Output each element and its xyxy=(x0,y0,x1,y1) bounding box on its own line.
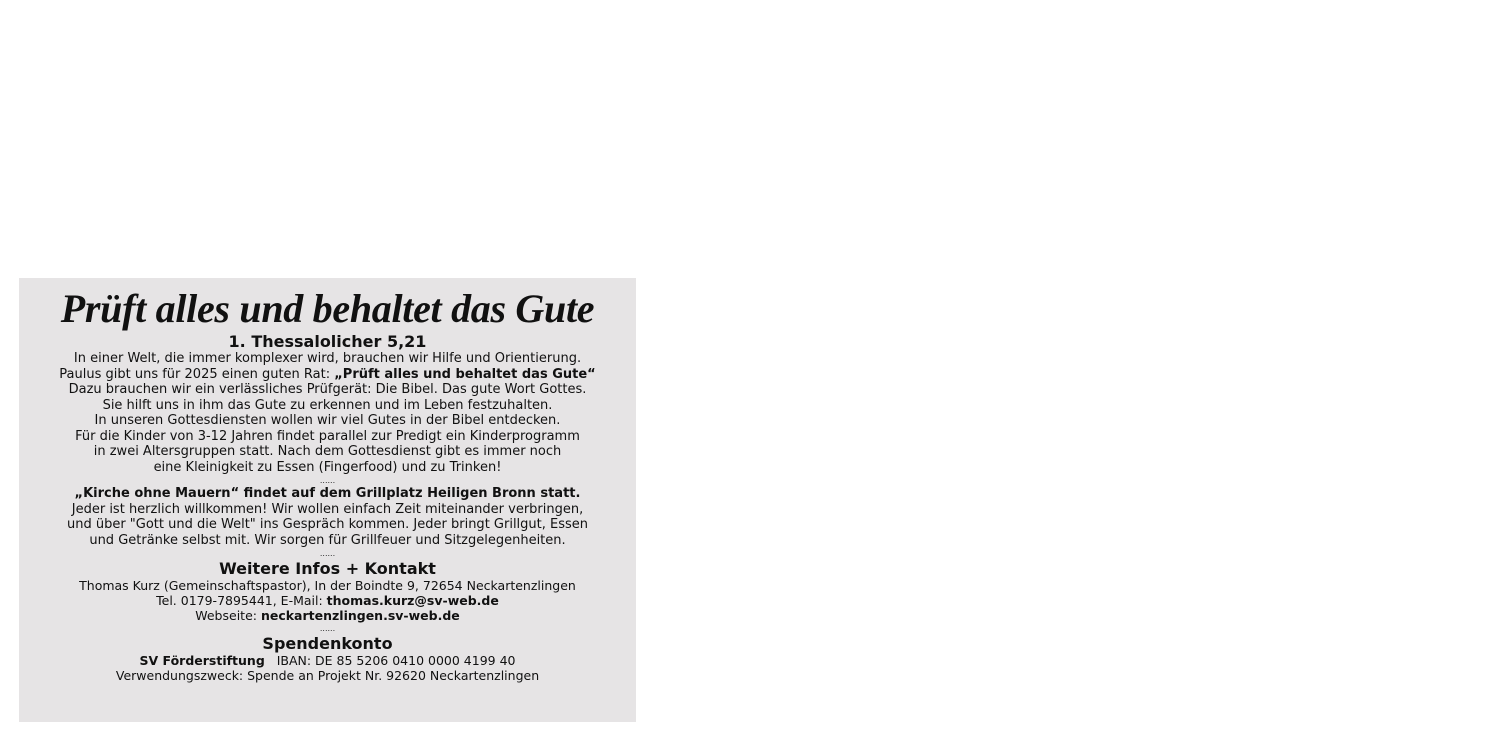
intro-line: In unseren Gottesdiensten wollen wir viel Gutes in der Bibel entdecken. xyxy=(94,413,561,428)
flyer-title: Prüft alles und behaltet das Gute xyxy=(60,286,595,331)
donation-org: SV Förderstiftung xyxy=(139,653,265,668)
contact-phone-email xyxy=(19,593,636,608)
intro-line: eine Kleinigkeit zu Essen (Fingerfood) und zu Trinken! xyxy=(153,459,502,475)
donation-account-line xyxy=(19,653,636,668)
donation-purpose: Verwendungszweck: Spende an Projekt Nr. 92620 Neckartenzlingen xyxy=(115,668,540,683)
contact-block xyxy=(19,578,636,623)
donation-block xyxy=(19,653,636,683)
kirche-line: Jeder ist herzlich willkommen! Wir wollen einfach Zeit miteinander verbringen, xyxy=(71,501,584,517)
kirche-line: und Getränke selbst mit. Wir sorgen für Grillfeuer und Sitzgelegenheiten. xyxy=(89,532,566,548)
flyer-panel xyxy=(19,278,636,722)
kirche-line: und über "Gott und die Welt" ins Gespräch kommen. Jeder bringt Grillgut, Essen xyxy=(66,517,589,532)
contact-website-line xyxy=(19,608,636,623)
kirche-paragraph xyxy=(19,486,636,548)
donation-heading: Spendenkonto xyxy=(262,634,393,653)
motto-quote: „Prüft alles und behaltet das Gute“ xyxy=(334,366,596,382)
intro-line: Für die Kinder von 3-12 Jahren findet parallel zur Predigt ein Kinderprogramm xyxy=(75,428,580,444)
section-separator: ...... xyxy=(319,624,336,633)
intro-line: Dazu brauchen wir ein verlässliches Prüfgerät: Die Bibel. Das gute Wort Gottes. xyxy=(68,382,587,397)
website-link[interactable]: neckartenzlingen.sv-web.de xyxy=(260,608,460,623)
intro-paragraph xyxy=(19,351,636,475)
section-separator: ...... xyxy=(319,549,336,558)
website-label: Webseite: xyxy=(195,608,261,623)
intro-line: in zwei Altersgruppen statt. Nach dem Gottesdienst gibt es immer noch xyxy=(93,444,562,459)
section-separator: ...... xyxy=(319,476,336,485)
intro-line: In einer Welt, die immer komplexer wird, brauchen wir Hilfe und Orientierung. xyxy=(73,351,582,366)
intro-line: Sie hilft uns in ihm das Gute zu erkennen und im Leben festzuhalten. xyxy=(102,397,553,413)
intro-line xyxy=(19,367,636,383)
contact-email-link[interactable]: thomas.kurz@sv-web.de xyxy=(326,593,499,608)
contact-heading: Weitere Infos + Kontakt xyxy=(219,559,436,578)
contact-address: Thomas Kurz (Gemeinschaftspastor), In der Boindte 9, 72654 Neckartenzlingen xyxy=(79,578,576,593)
donation-iban: IBAN: DE 85 5206 0410 0000 4199 40 xyxy=(276,653,516,668)
kirche-headline: „Kirche ohne Mauern“ findet auf dem Grillplatz Heiligen Bronn statt. xyxy=(74,486,581,501)
intro-text: Paulus gibt uns für 2025 einen guten Rat: xyxy=(59,366,335,382)
bible-verse-reference: 1. Thessalolicher 5,21 xyxy=(228,332,427,351)
contact-phone: Tel. 0179-7895441, E-Mail: xyxy=(156,593,327,608)
